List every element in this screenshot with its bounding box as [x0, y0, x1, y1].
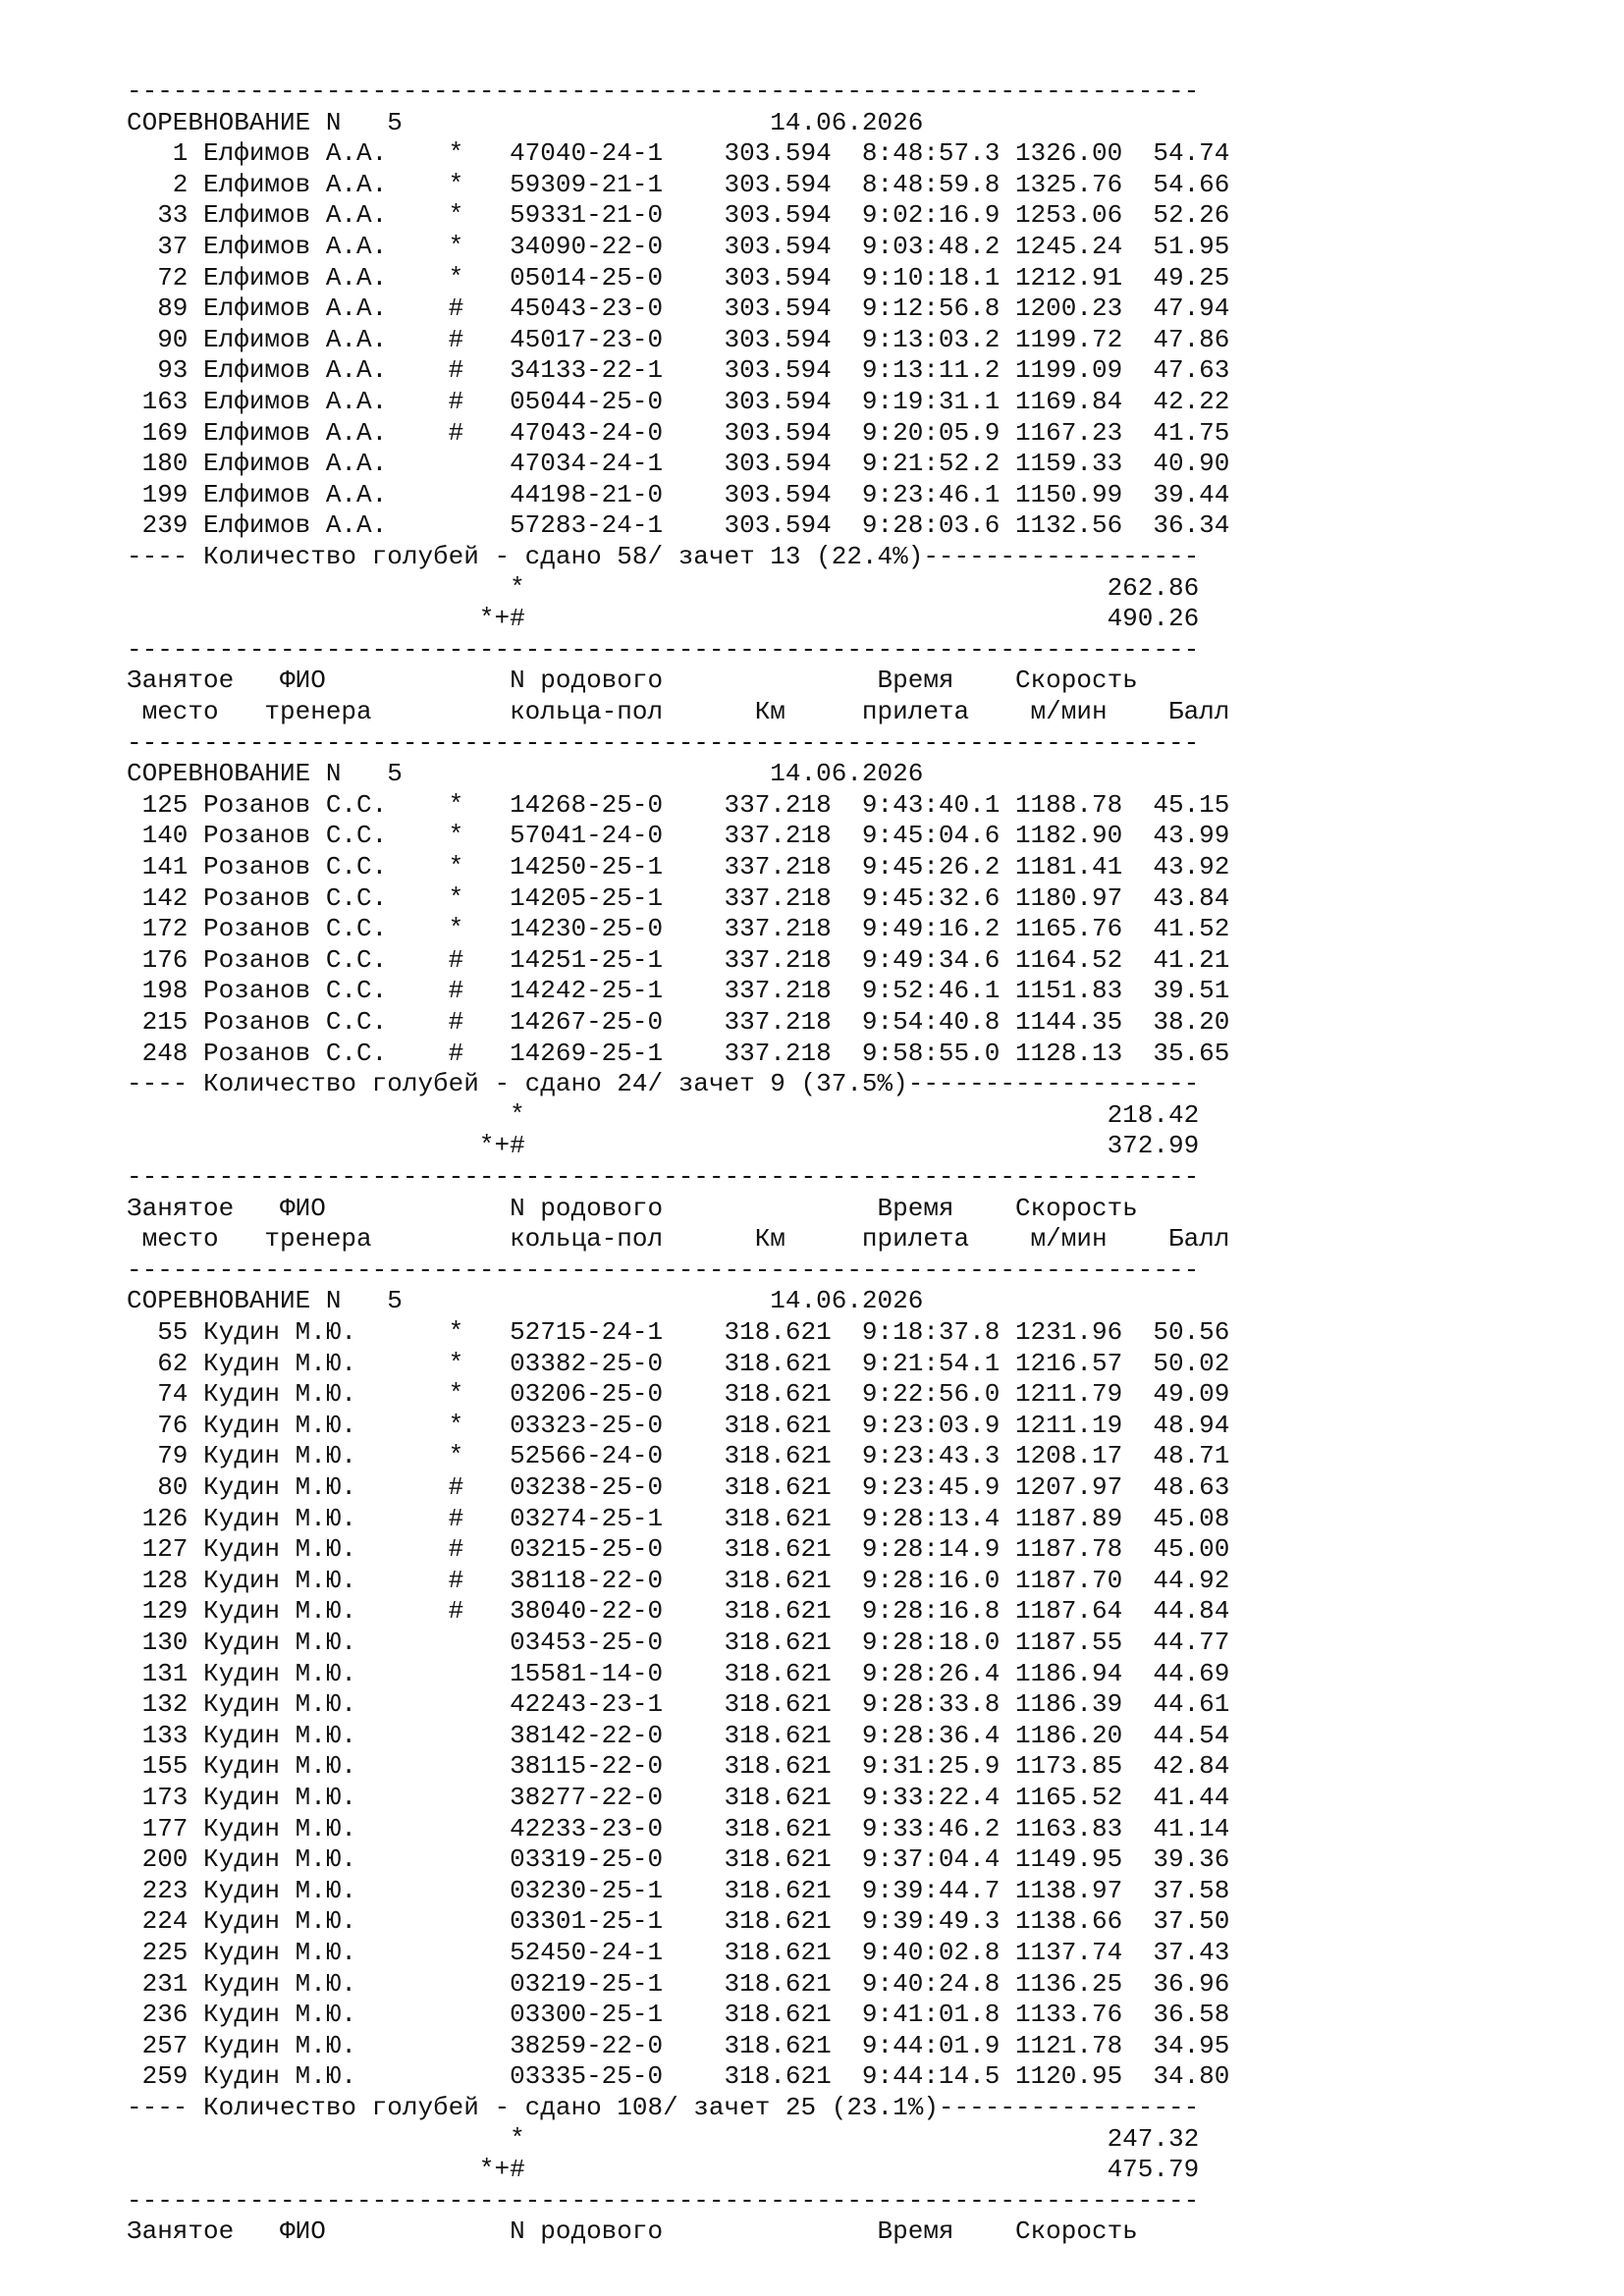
total-all-score: *+# 475.79 — [127, 2155, 1200, 2185]
result-row: 140 Розанов С.С. * 57041-24-0 337.218 9:45:04.6 1182.90 43.99 — [127, 821, 1230, 851]
result-row: 55 Кудин М.Ю. * 52715-24-1 318.621 9:18:37.8 1231.96 50.56 — [127, 1317, 1230, 1347]
result-row: 62 Кудин М.Ю. * 03382-25-0 318.621 9:21:54.1 1216.57 50.02 — [127, 1348, 1230, 1378]
result-row: 128 Кудин М.Ю. # 38118-22-0 318.621 9:28:16.0 1187.70 44.92 — [127, 1565, 1230, 1595]
pigeon-count-summary: ---- Количество голубей - сдано 58/ зачет 13 (22.4%)------------------ — [127, 542, 1200, 571]
column-header-row-1: Занятое ФИО N родового Время Скорость — [127, 666, 1138, 696]
total-star-score: * 218.42 — [127, 1099, 1200, 1130]
separator-line: ---------------------------------------------------------------------- — [127, 634, 1200, 665]
result-row: 248 Розанов С.С. # 14269-25-1 337.218 9:58:55.0 1128.13 35.65 — [127, 1038, 1230, 1068]
result-row: 125 Розанов С.С. * 14268-25-0 337.218 9:43:40.1 1188.78 45.15 — [127, 789, 1230, 820]
result-row: 172 Розанов С.С. * 14230-25-0 337.218 9:49:16.2 1165.76 41.52 — [127, 914, 1230, 944]
result-row: 142 Розанов С.С. * 14205-25-1 337.218 9:45:32.6 1180.97 43.84 — [127, 882, 1230, 913]
result-row: 155 Кудин М.Ю. 38115-22-0 318.621 9:31:25.9 1173.85 42.84 — [127, 1751, 1230, 1782]
column-header-row-1: Занятое ФИО N родового Время Скорость — [127, 2216, 1138, 2247]
result-row: 257 Кудин М.Ю. 38259-22-0 318.621 9:44:01.9 1121.78 34.95 — [127, 2030, 1230, 2060]
result-row: 215 Розанов С.С. # 14267-25-0 337.218 9:54:40.8 1144.35 38.20 — [127, 1007, 1230, 1037]
result-row: 141 Розанов С.С. * 14250-25-1 337.218 9:45:26.2 1181.41 43.92 — [127, 852, 1230, 881]
competition-header: СОРЕВНОВАНИЕ N 5 14.06.2026 — [127, 1286, 924, 1316]
result-row: 37 Елфимов А.А. * 34090-22-0 303.594 9:03:48.2 1245.24 51.95 — [127, 232, 1230, 261]
result-row: 133 Кудин М.Ю. 38142-22-0 318.621 9:28:36.4 1186.20 44.54 — [127, 1720, 1230, 1750]
result-row: 2 Елфимов А.А. * 59309-21-1 303.594 8:48:59.8 1325.76 54.66 — [127, 169, 1230, 199]
result-row: 199 Елфимов А.А. 44198-21-0 303.594 9:23:46.1 1150.99 39.44 — [127, 479, 1230, 509]
result-row: 177 Кудин М.Ю. 42233-23-0 318.621 9:33:46.2 1163.83 41.14 — [127, 1813, 1230, 1843]
pigeon-count-summary: ---- Количество голубей - сдано 108/ зачет 25 (23.1%)----------------- — [127, 2093, 1200, 2122]
separator-line: ---------------------------------------------------------------------- — [127, 2185, 1200, 2216]
column-header-row-2: место тренера кольца-пол Км прилета м/мин Балл — [127, 1224, 1230, 1255]
result-row: 176 Розанов С.С. # 14251-25-1 337.218 9:49:34.6 1164.52 41.21 — [127, 944, 1230, 975]
column-header-row-2: место тренера кольца-пол Км прилета м/мин Балл — [127, 697, 1230, 726]
result-row: 93 Елфимов А.А. # 34133-22-1 303.594 9:13:11.2 1199.09 47.63 — [127, 355, 1230, 386]
result-row: 200 Кудин М.Ю. 03319-25-0 318.621 9:37:04.4 1149.95 39.36 — [127, 1844, 1230, 1875]
pigeon-count-summary: ---- Количество голубей - сдано 24/ зачет 9 (37.5%)------------------- — [127, 1069, 1200, 1099]
separator-line: ---------------------------------------------------------------------- — [127, 727, 1200, 758]
result-row: 239 Елфимов А.А. 57283-24-1 303.594 9:28:03.6 1132.56 36.34 — [127, 510, 1230, 541]
column-header-row-1: Занятое ФИО N родового Время Скорость — [127, 1193, 1138, 1223]
total-all-score: *+# 372.99 — [127, 1131, 1200, 1161]
result-row: 223 Кудин М.Ю. 03230-25-1 318.621 9:39:44.7 1138.97 37.58 — [127, 1875, 1230, 1905]
result-row: 72 Елфимов А.А. * 05014-25-0 303.594 9:10:18.1 1212.91 49.25 — [127, 262, 1230, 293]
separator-line: ---------------------------------------------------------------------- — [127, 1255, 1200, 1285]
result-row: 76 Кудин М.Ю. * 03323-25-0 318.621 9:23:03.9 1211.19 48.94 — [127, 1410, 1230, 1440]
result-row: 131 Кудин М.Ю. 15581-14-0 318.621 9:28:26.4 1186.94 44.69 — [127, 1658, 1230, 1688]
separator-line: ---------------------------------------------------------------------- — [127, 1162, 1200, 1192]
result-row: 130 Кудин М.Ю. 03453-25-0 318.621 9:28:18.0 1187.55 44.77 — [127, 1628, 1230, 1657]
result-row: 169 Елфимов А.А. # 47043-24-0 303.594 9:20:05.9 1167.23 41.75 — [127, 417, 1230, 448]
separator-line: ---------------------------------------------------------------------- — [127, 77, 1200, 106]
result-row: 180 Елфимов А.А. 47034-24-1 303.594 9:21:52.2 1159.33 40.90 — [127, 449, 1230, 479]
result-row: 1 Елфимов А.А. * 47040-24-1 303.594 8:48:57.3 1326.00 54.74 — [127, 138, 1230, 169]
total-all-score: *+# 490.26 — [127, 604, 1200, 634]
result-row: 163 Елфимов А.А. # 05044-25-0 303.594 9:19:31.1 1169.84 42.22 — [127, 387, 1230, 416]
total-star-score: * 247.32 — [127, 2123, 1200, 2154]
result-row: 126 Кудин М.Ю. # 03274-25-1 318.621 9:28:13.4 1187.89 45.08 — [127, 1503, 1230, 1533]
result-row: 33 Елфимов А.А. * 59331-21-0 303.594 9:02:16.9 1253.06 52.26 — [127, 200, 1230, 231]
result-row: 79 Кудин М.Ю. * 52566-24-0 318.621 9:23:43.3 1208.17 48.71 — [127, 1441, 1230, 1471]
result-row: 231 Кудин М.Ю. 03219-25-1 318.621 9:40:24.8 1136.25 36.96 — [127, 1968, 1230, 1999]
result-row: 89 Елфимов А.А. # 45043-23-0 303.594 9:12:56.8 1200.23 47.94 — [127, 294, 1230, 324]
result-row: 236 Кудин М.Ю. 03300-25-1 318.621 9:41:01.8 1133.76 36.58 — [127, 2000, 1230, 2030]
result-row: 198 Розанов С.С. # 14242-25-1 337.218 9:52:46.1 1151.83 39.51 — [127, 976, 1230, 1006]
result-row: 173 Кудин М.Ю. 38277-22-0 318.621 9:33:22.4 1165.52 41.44 — [127, 1783, 1230, 1812]
result-row: 225 Кудин М.Ю. 52450-24-1 318.621 9:40:02.8 1137.74 37.43 — [127, 1938, 1230, 1967]
result-row: 129 Кудин М.Ю. # 38040-22-0 318.621 9:28:16.8 1187.64 44.84 — [127, 1596, 1230, 1627]
result-row: 90 Елфимов А.А. # 45017-23-0 303.594 9:13:03.2 1199.72 47.86 — [127, 324, 1230, 354]
total-star-score: * 262.86 — [127, 572, 1200, 603]
result-row: 132 Кудин М.Ю. 42243-23-1 318.621 9:28:33.8 1186.39 44.61 — [127, 1689, 1230, 1720]
result-row: 80 Кудин М.Ю. # 03238-25-0 318.621 9:23:45.9 1207.97 48.63 — [127, 1472, 1230, 1502]
result-row: 224 Кудин М.Ю. 03301-25-1 318.621 9:39:49.3 1138.66 37.50 — [127, 1906, 1230, 1937]
competition-header: СОРЕВНОВАНИЕ N 5 14.06.2026 — [127, 107, 924, 137]
result-row: 74 Кудин М.Ю. * 03206-25-0 318.621 9:22:56.0 1211.79 49.09 — [127, 1379, 1230, 1410]
result-row: 259 Кудин М.Ю. 03335-25-0 318.621 9:44:14.5 1120.95 34.80 — [127, 2061, 1230, 2092]
result-row: 127 Кудин М.Ю. # 03215-25-0 318.621 9:28:14.9 1187.78 45.00 — [127, 1534, 1230, 1565]
competition-header: СОРЕВНОВАНИЕ N 5 14.06.2026 — [127, 759, 924, 789]
